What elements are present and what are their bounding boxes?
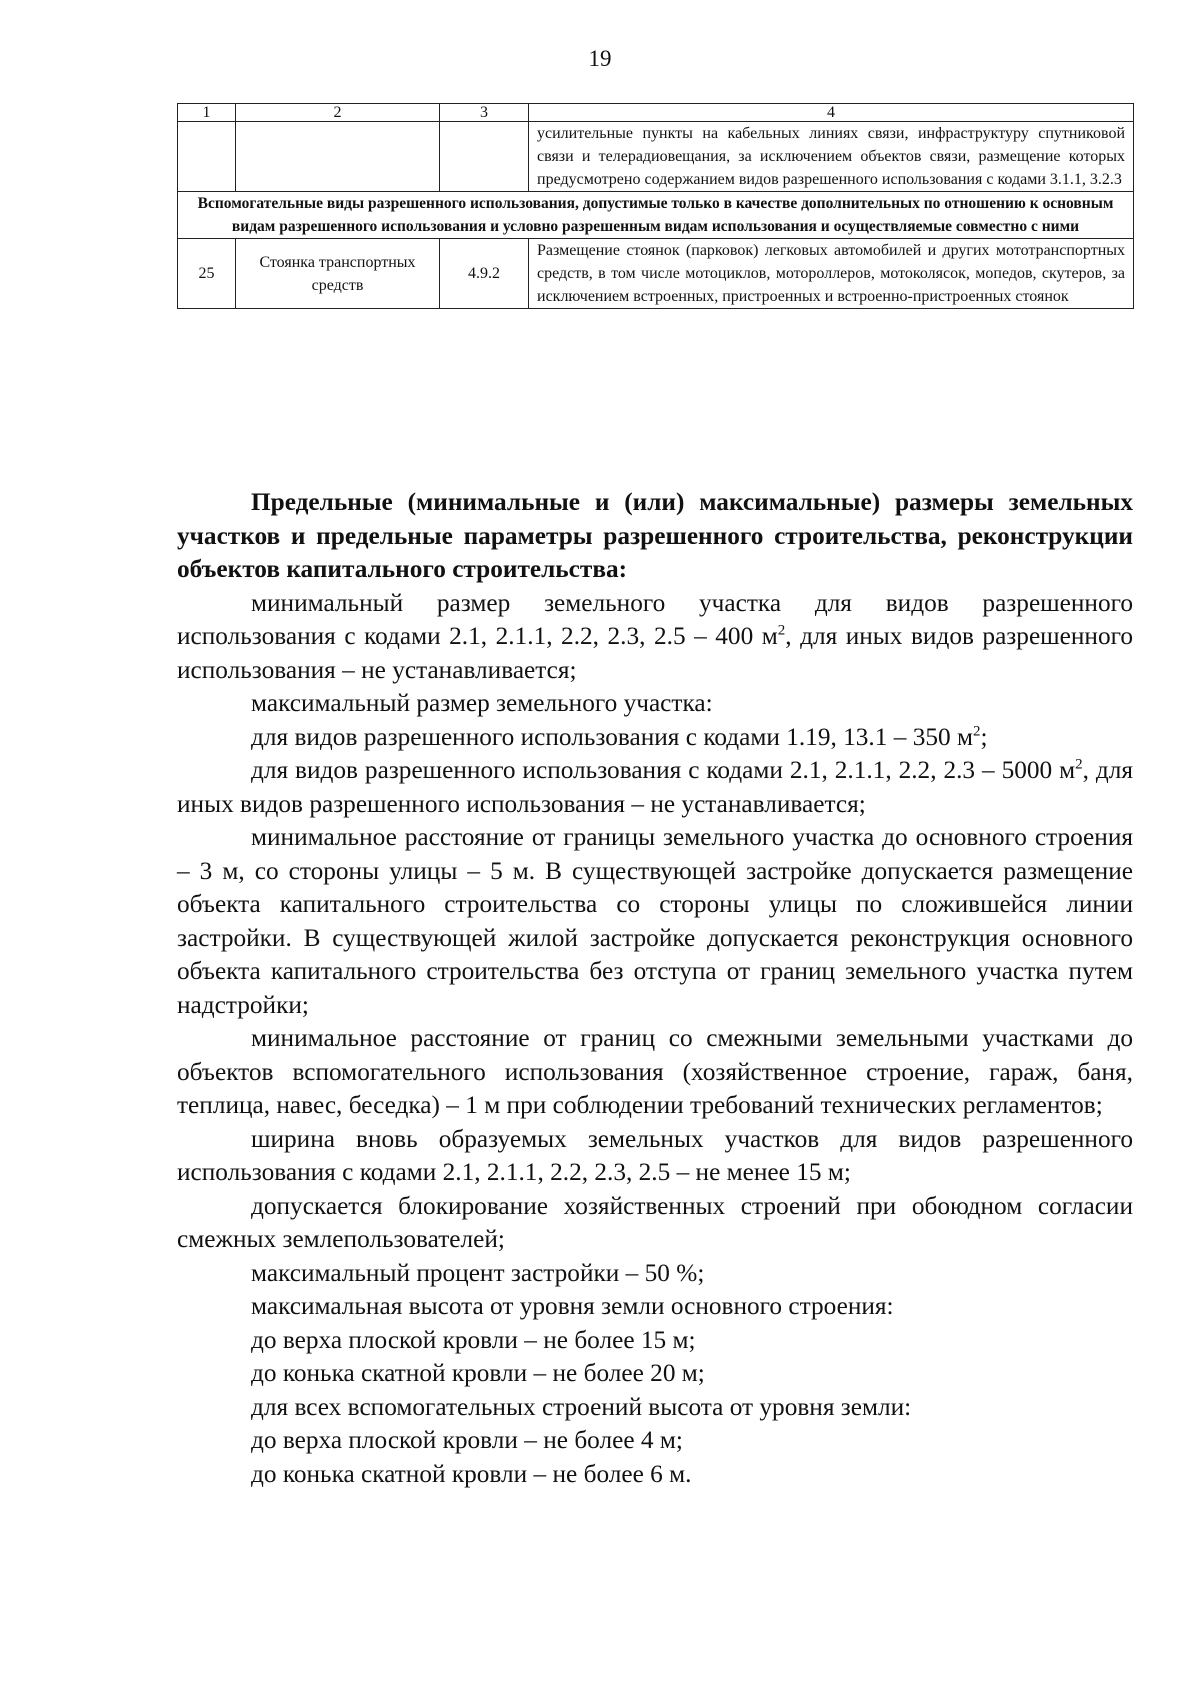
header-cell-2: 2 [236,104,440,122]
section-title-cell: Вспомогательные виды разрешенного использования, допустимые только в качестве дополнительных по отношению к основным видам разрешенного использования и условно разрешенным видам использования и осуществляемые совместно с ними [178,192,1134,239]
document-body [177,486,1133,1491]
paragraph-min-plot-size [177,587,1133,688]
row-name-cell [236,122,440,192]
table-row-continuation [178,122,1134,192]
text-span: , для иных видов разрешенного использования – не устанавливается; [177,756,1133,818]
row-number-cell [178,122,236,192]
paragraph-plot-width: ширина вновь образуемых земельных участков для видов разрешенного использования с кодами 2.1, 2.1.1, 2.2, 2.3, 2.5 – не менее 15 м; [177,1124,1133,1186]
text-span: ; [980,722,988,751]
paragraph-min-distance-boundary: минимальное расстояние от границы земельного участка до основного строения – 3 м, со стороны улицы – 5 м. В существующей застройке допускается размещение объекта капитального строительства со стороны улицы по сложившейся линии застройки. В существующей жилой застройке допускается реконструкция основного объекта капитального строительства без отступа от границ земельного участка путем надстройки; [177,823,1133,1019]
table-row-25 [178,239,1134,309]
superscript: 2 [972,723,981,740]
paragraph-auxiliary-height: для всех вспомогательных строений высота от уровня земли: [251,1392,912,1421]
table-section-row [178,192,1134,239]
paragraph-flat-roof: до верха плоской кровли – не более 15 м; [251,1325,696,1354]
paragraph-pitched-roof: до конька скатной кровли – не более 20 м; [251,1359,705,1387]
text-span: для видов разрешенного использования с кодами 2.1, 2.1.1, 2.2, 2.3 – 5000 м [251,756,1076,784]
superscript: 2 [1075,756,1083,773]
paragraph-max-height: максимальная высота от уровня земли основного строения: [251,1292,894,1320]
paragraph-max-size-codes-2 [177,754,1133,821]
paragraph-max-size-codes-1 [177,721,1133,755]
row-name-cell: Стоянка транспортных средств [236,239,440,309]
zoning-table [177,103,1134,309]
text-span: минимальный размер земельного участка для видов разрешенного использования с кодами 2.1, 2.1.1, 2.2, 2.3, 2.5 – 400 м [177,588,1133,650]
header-cell-4: 4 [529,104,1134,122]
row-description-cell: Размещение стоянок (парковок) легковых автомобилей и других мототранспортных средств, в том числе мотоциклов, мотороллеров, мотоколясок, мопедов, скутеров, за исключением встроенных, пристроенных и встроенно-пристроенных стоянок [529,239,1134,309]
permitted-use-table [177,103,1134,309]
paragraph-blocking: допускается блокирование хозяйственных строений при обоюдном согласии смежных землепользователей; [177,1191,1133,1253]
header-cell-1: 1 [178,104,236,122]
paragraph-max-coverage: максимальный процент застройки – 50 %; [251,1258,705,1287]
row-code-cell: 4.9.2 [440,239,529,309]
section-heading: Предельные (минимальные и (или) максимальные) размеры земельных участков и предельные параметры разрешенного строительства, реконструкции объектов капитального строительства: [177,488,1133,583]
table-header-row [178,104,1134,122]
header-cell-3: 3 [440,104,529,122]
row-number-cell: 25 [178,239,236,309]
paragraph-aux-pitched-roof: до конька скатной кровли – не более 6 м. [251,1459,692,1488]
row-description-cell: усилительные пункты на кабельных линиях связи, инфраструктуру спутниковой связи и телерадиовещания, за исключением объектов связи, размещение которых предусмотрено содержанием видов разрешенного использования с кодами 3.1.1, 3.2.3 [529,122,1134,192]
paragraph-max-plot-size: максимальный размер земельного участка: [251,689,713,717]
text-span: , для иных видов разрешенного использования – не устанавливается; [177,622,1133,684]
paragraph-aux-flat-roof: до верха плоской кровли – не более 4 м; [251,1426,683,1454]
paragraph-min-distance-auxiliary: минимальное расстояние от границ со смежными земельными участками до объектов вспомогательного использования (хозяйственное строение, гараж, баня, теплица, навес, беседка) – 1 м при соблюдении требований технических регламентов; [177,1024,1133,1119]
page-number: 19 [588,46,612,71]
row-code-cell [440,122,529,192]
superscript: 2 [777,622,786,639]
text-span: для видов разрешенного использования с кодами 1.19, 13.1 – 350 м [251,722,973,751]
